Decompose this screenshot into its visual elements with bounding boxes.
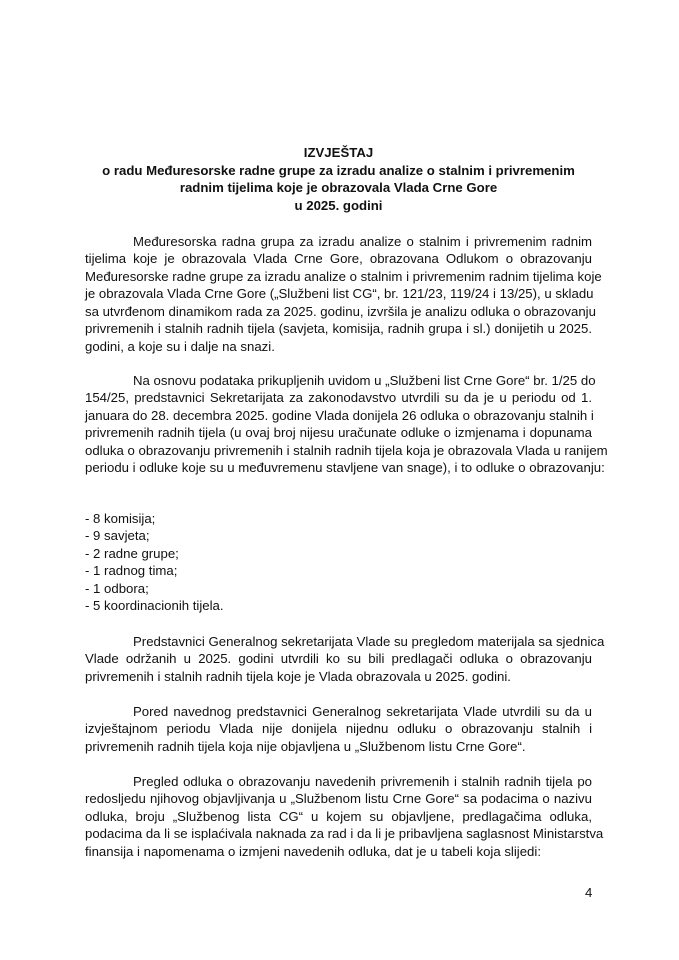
list-item: - 1 odbora; — [85, 580, 149, 596]
paragraph-line: privremenih i stalnih radnih tijela koje je Vlada obrazovala u 2025. godini. — [85, 668, 511, 684]
paragraph-1 — [85, 233, 602, 355]
paragraph-line: Međuresorske radne grupe za izradu analize o stalnim i privremenim radnim tijelima koje — [85, 268, 602, 284]
title-heading: IZVJEŠTAJ — [303, 145, 374, 160]
list-item: - 8 komisija; — [85, 511, 156, 526]
title-subtitle-line: o radu Međuresorske radne grupe za izradu analize o stalnim i privremenim — [102, 162, 575, 178]
paragraph-line: sa utvrđenom dinamikom rada za 2025. godinu, izvršila je analizu odluka o obrazovanju — [85, 303, 596, 319]
paragraph-line: privremenih i stalnih radnih tijela (savjeta, komisija, radnih grupa i sl.) donijetih u 2025. — [85, 321, 592, 337]
paragraph-line: Predstavnici Generalnog sekretarijata Vlade su pregledom materijala sa sjednica — [133, 634, 605, 649]
paragraph-line: odluka o obrazovanju privremenih i stalnih radnih tijela koja je obrazovala Vlada u ranijem — [85, 442, 608, 458]
decision-type-list — [85, 510, 592, 615]
title-subtitle-line: u 2025. godini — [294, 197, 383, 213]
paragraph-3 — [85, 633, 605, 685]
paragraph-line: podacima da li se isplaćivala naknada za rad i da li je pribavljena saglasnost Ministarstva — [85, 826, 604, 842]
paragraph-line: izvještajnom periodu Vlada nije donijela nijednu odluku o obrazovanju stalnih i — [85, 721, 592, 737]
list-item: - 9 savjeta; — [85, 528, 150, 544]
document-title — [85, 144, 592, 214]
paragraph-5 — [85, 773, 604, 860]
paragraph-line: odluka, broju „Službenog lista CG“ u kojem su objavljene, predlagačima odluka, — [85, 808, 592, 824]
paragraph-line: privremenih radnih tijela koja nije objavljena u „Službenom listu Crne Gore“. — [85, 738, 526, 754]
paragraph-line: tijelima koje je obrazovala Vlada Crne Gore, obrazovana Odlukom o obrazovanju — [85, 251, 592, 267]
paragraph-line: godini, a koje su i dalje na snazi. — [85, 338, 275, 354]
paragraph-line: Međuresorska radna grupa za izradu analize o stalnim i privremenim radnim — [133, 234, 592, 249]
paragraph-line: redosljedu njihovog objavljivanja u „Službenom listu Crne Gore“ sa podacima o nazivu — [85, 791, 592, 807]
paragraph-line: finansija i napomenama o izmjeni navedenih odluka, dat je u tabeli koja slijedi: — [85, 843, 541, 859]
list-item: - 5 koordinacionih tijela. — [85, 598, 224, 614]
paragraph-line: Pored navednog predstavnici Generalnog sekretarijata Vlade utvrdili su da u — [133, 704, 592, 719]
paragraph-line: januara do 28. decembra 2025. godine Vlada donijela 26 odluka o obrazovanju stalnih i — [85, 407, 594, 423]
title-subtitle-line: radnim tijelima koje je obrazovala Vlada Crne Gore — [179, 180, 498, 196]
paragraph-line: Vlade održanih u 2025. godini utvrdili ko su bili predlagači odluka o obrazovanju — [85, 651, 592, 667]
paragraph-line: periodu i odluke koje su u međuvremenu stavljene van snage), i to odluke o obrazovanju: — [85, 460, 605, 476]
paragraph-line: 154/25, predstavnici Sekretarijata za zakonodavstvo utvrdili su da je u periodu od 1. — [85, 390, 592, 406]
paragraph-4 — [85, 703, 592, 755]
list-item: - 2 radne grupe; — [85, 545, 179, 561]
list-item: - 1 radnog tima; — [85, 563, 178, 579]
paragraph-line: privremenih radnih tijela (u ovaj broj nijesu uračunate odluke o izmjenama i dopunama — [85, 425, 592, 441]
paragraph-line: Na osnovu podataka prikupljenih uvidom u „Službeni list Crne Gore“ br. 1/25 do — [133, 373, 596, 388]
page-number: 4 — [585, 885, 593, 900]
paragraph-2 — [85, 372, 608, 477]
paragraph-line: Pregled odluka o obrazovanju navedenih privremenih i stalnih radnih tijela po — [133, 774, 592, 789]
paragraph-line: je obrazovala Vlada Crne Gore („Službeni list CG“, br. 121/23, 119/24 i 13/25), u skladu — [85, 286, 594, 302]
